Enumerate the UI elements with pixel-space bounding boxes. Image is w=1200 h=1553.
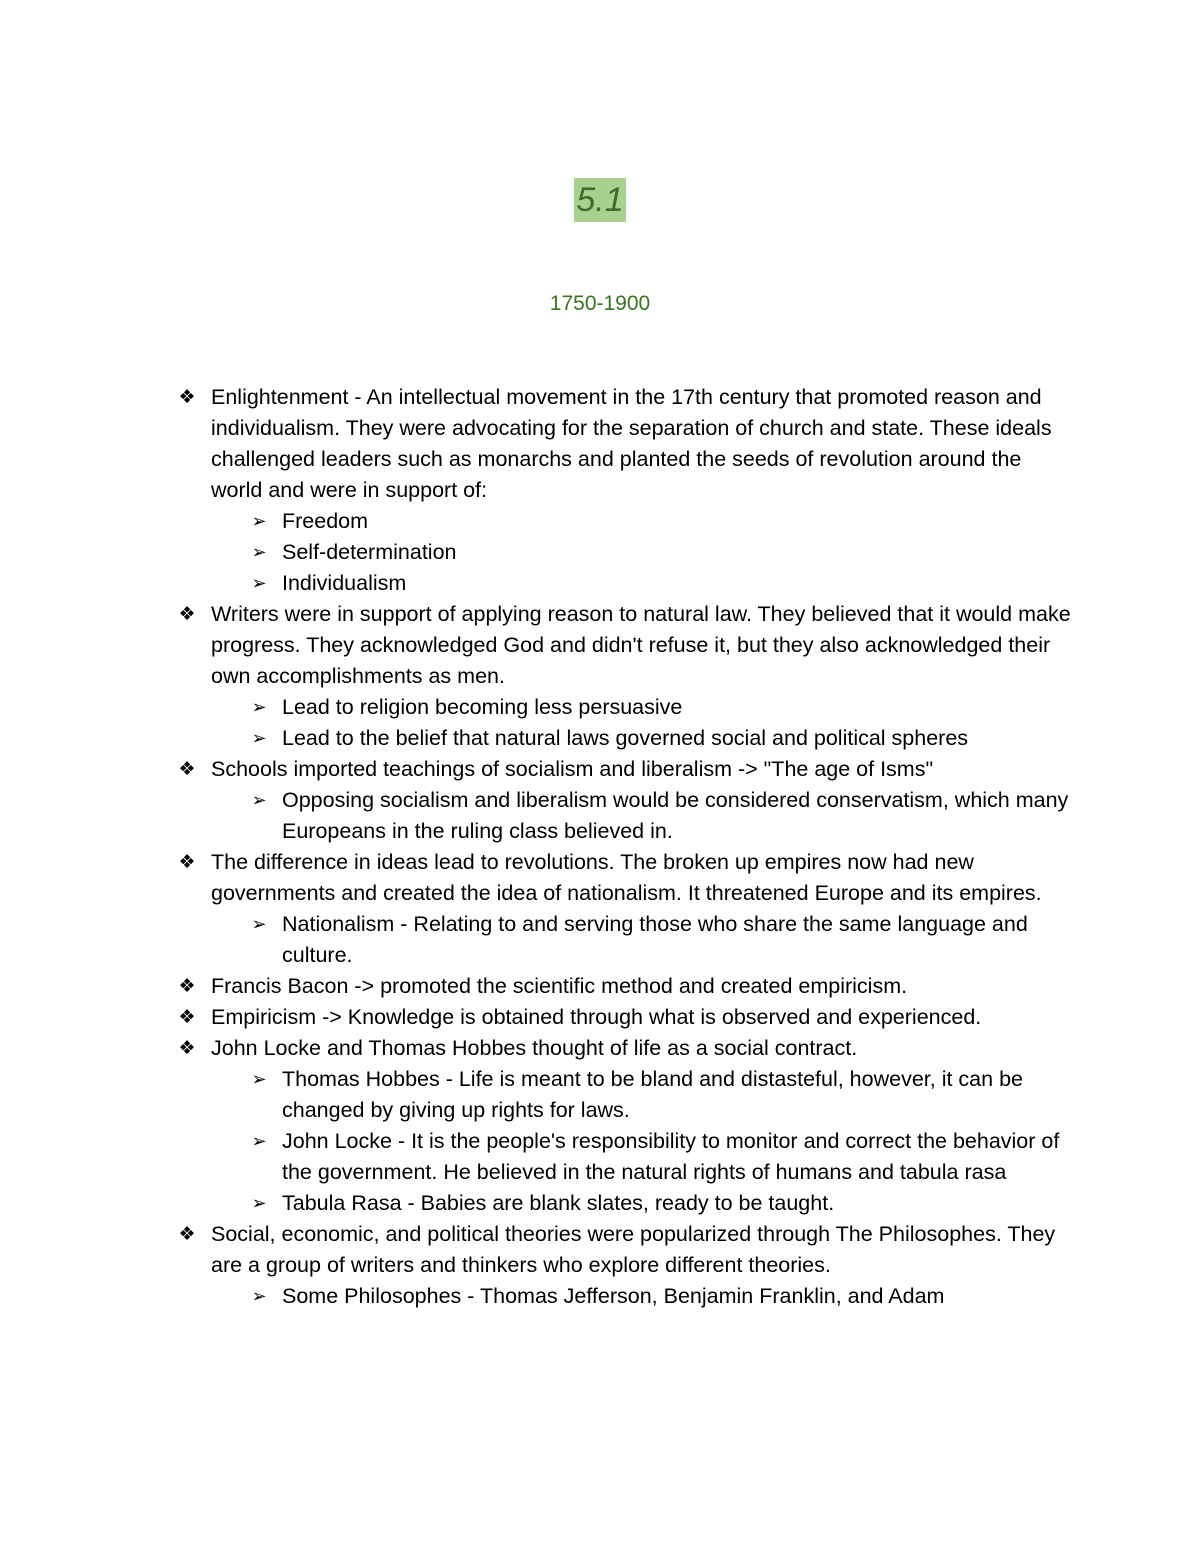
bullet-text: Opposing socialism and liberalism would be considered conservatism, which many Europeans in the ruling class believed in. [282,788,1069,843]
notes-list [175,382,1075,1312]
arrowhead-bullet-icon: ➢ [251,728,267,748]
bullet-text: Lead to religion becoming less persuasive [282,695,683,719]
diamond-bullet-icon: ❖ [178,1038,196,1059]
bullet-text: Freedom [282,509,369,533]
diamond-bullet-icon: ❖ [178,387,196,408]
sub-bullet-item [175,506,1075,537]
arrowhead-bullet-icon: ➢ [251,1069,267,1089]
bullet-item [175,847,1075,909]
page-title: 5.1 [574,178,625,222]
bullet-item [175,971,1075,1002]
arrowhead-bullet-icon: ➢ [251,697,267,717]
bullet-text: Tabula Rasa - Babies are blank slates, ready to be taught. [282,1191,835,1215]
bullet-text: Thomas Hobbes - Life is meant to be bland and distasteful, however, it can be changed by giving up rights for laws. [282,1067,1023,1122]
bullet-text: Self-determination [282,540,457,564]
bullet-item [175,1002,1075,1033]
arrowhead-bullet-icon: ➢ [251,1131,267,1151]
diamond-bullet-icon: ❖ [178,759,196,780]
sub-bullet-item [175,723,1075,754]
bullet-text: John Locke - It is the people's responsibility to monitor and correct the behavior of the government. He believed in the natural rights of humans and tabula rasa [282,1129,1060,1184]
diamond-bullet-icon: ❖ [178,604,196,625]
sub-bullet-item [175,568,1075,599]
arrowhead-bullet-icon: ➢ [251,542,267,562]
bullet-item [175,1219,1075,1281]
bullet-item [175,754,1075,785]
sub-bullet-item [175,785,1075,847]
bullet-text: Enlightenment - An intellectual movement in the 17th century that promoted reason and individualism. They were advocating for the separation of church and state. These ideals challenged leaders such as monarchs and planted the seeds of revolution around the world and were in support of: [211,385,1052,502]
bullet-text: Nationalism - Relating to and serving those who share the same language and culture. [282,912,1028,967]
arrowhead-bullet-icon: ➢ [251,790,267,810]
diamond-bullet-icon: ❖ [178,852,196,873]
arrowhead-bullet-icon: ➢ [251,1193,267,1213]
bullet-text: Schools imported teachings of socialism and liberalism -> "The age of Isms" [211,757,934,781]
bullet-text: Writers were in support of applying reason to natural law. They believed that it would make progress. They acknowledged God and didn't refuse it, but they also acknowledged their own accomplishments as men. [211,602,1071,688]
bullet-text: John Locke and Thomas Hobbes thought of life as a social contract. [211,1036,858,1060]
diamond-bullet-icon: ❖ [178,1007,196,1028]
sub-bullet-item [175,909,1075,971]
diamond-bullet-icon: ❖ [178,1224,196,1245]
date-range-subtitle: 1750-1900 [549,292,651,315]
arrowhead-bullet-icon: ➢ [251,573,267,593]
sub-bullet-item [175,1281,1075,1312]
bullet-text: Some Philosophes - Thomas Jefferson, Benjamin Franklin, and Adam [282,1284,945,1308]
bullet-text: The difference in ideas lead to revolutions. The broken up empires now had new governments and created the idea of nationalism. It threatened Europe and its empires. [211,850,1042,905]
diamond-bullet-icon: ❖ [178,976,196,997]
bullet-text: Francis Bacon -> promoted the scientific method and created empiricism. [211,974,908,998]
sub-bullet-item [175,1126,1075,1188]
sub-bullet-item [175,1188,1075,1219]
bullet-item [175,599,1075,692]
bullet-text: Individualism [282,571,407,595]
bullet-text: Lead to the belief that natural laws governed social and political spheres [282,726,969,750]
bullet-item [175,1033,1075,1064]
title-wrap [0,178,1200,222]
bullet-text: Empiricism -> Knowledge is obtained through what is observed and experienced. [211,1005,982,1029]
arrowhead-bullet-icon: ➢ [251,511,267,531]
sub-bullet-item [175,537,1075,568]
bullet-item [175,382,1075,506]
bullet-text: Social, economic, and political theories were popularized through The Philosophes. They are a group of writers and thinkers who explore different theories. [211,1222,1056,1277]
arrowhead-bullet-icon: ➢ [251,1286,267,1306]
arrowhead-bullet-icon: ➢ [251,914,267,934]
sub-bullet-item [175,1064,1075,1126]
sub-bullet-item [175,692,1075,723]
